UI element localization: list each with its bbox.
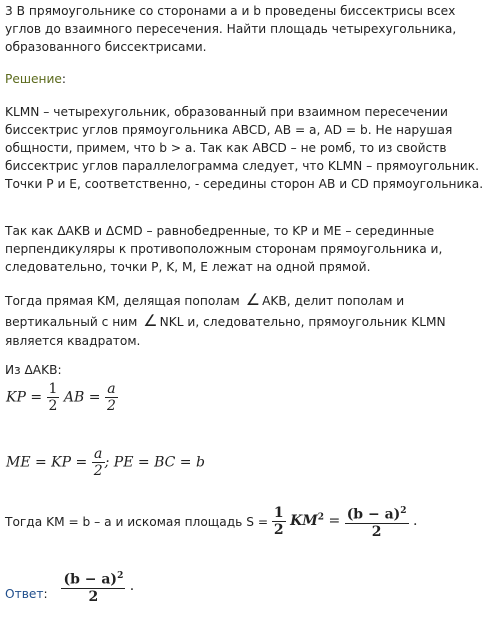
fraction-b-minus-a-squared: $\frac{(b - a)^2}{2}$: [345, 503, 409, 540]
answer-colon: :: [43, 586, 48, 601]
from-triangle-label: Из ΔAKB:: [5, 363, 62, 377]
problem-number: 3: [5, 4, 13, 18]
answer-dot: .: [129, 578, 135, 595]
paragraph-3: [5, 290, 489, 351]
conclusion-line: [5, 503, 417, 540]
equals-sign: =: [328, 513, 341, 530]
formula-kp-lhs: KP =: [6, 389, 43, 406]
paragraph-1: KLMN – четырехугольник, образованный при взаимном пересечении биссектрис углов прямоугольника ABCD, AB = a, AD = b. Не нарушая общности, примем, что b > a. Так как ABCD – не ромб, то из свойств биссектрис углов параллелограмма следует, что KLMN – прямоугольник. Точки P и E, соответственно, - середины сторон AB и CD прямоугольника.: [5, 105, 484, 191]
angle-icon: ∠: [143, 311, 158, 330]
conclusion-text: Тогда KM = b – a и искомая площадь S =: [5, 514, 269, 529]
conclusion-formula: [272, 504, 418, 540]
paragraph-2: Так как ΔAKB и ΔCMD – равнобедренные, то KP и ME – серединные перпендикуляры к противоположным сторонам прямоугольника и, следовательно, точки P, K, M, E лежат на одной прямой.: [5, 224, 443, 274]
fraction-b-minus-a-squared: $\frac{(b - a)^2}{2}$: [61, 568, 125, 605]
formula-me-lhs: ME = KP =: [6, 454, 88, 471]
answer-line: [5, 568, 134, 605]
solution-heading: [5, 70, 66, 88]
paragraph-3-part1: Тогда прямая KM, делящая пополам: [5, 294, 240, 308]
formula-kp: [6, 381, 118, 414]
fraction-one-half: $\frac{1}{2}$: [273, 504, 284, 538]
km-exponent: 2: [317, 512, 325, 523]
fraction-one-half: $\frac{1}{2}$: [48, 381, 58, 414]
solution-label: Решение: [5, 72, 62, 86]
paragraph-3-part3: является квадратом.: [5, 334, 141, 348]
problem-text: В прямоугольнике со сторонами a и b проведены биссектрисы всех углов до взаимного пересечения. Найти площадь четырехугольника, образованного биссектрисами.: [5, 4, 457, 54]
answer-label: Ответ: [5, 586, 44, 601]
paragraph-3-part2: вертикальный с ним: [5, 315, 138, 329]
formula-kp-mid: AB =: [63, 389, 101, 406]
angle-icon: ∠: [245, 290, 261, 309]
conclusion-dot: .: [413, 513, 418, 530]
problem-statement: [5, 2, 487, 56]
formula-me: [6, 446, 205, 479]
formula-me-rest: ; PE = BC = b: [104, 454, 205, 471]
answer-formula: [61, 571, 135, 605]
answer-heading: [5, 585, 48, 603]
paragraph-3-angle2: NKL и, следовательно, прямоугольник KLMN: [159, 315, 446, 329]
fraction-a-half: $\frac{a}{2}$: [93, 446, 103, 479]
paragraph-3-angle1: AKB, делит пополам и: [262, 294, 405, 308]
fraction-a-half: $\frac{a}{2}$: [106, 381, 116, 414]
km-symbol: KM: [290, 513, 318, 530]
solution-colon: :: [61, 72, 66, 86]
